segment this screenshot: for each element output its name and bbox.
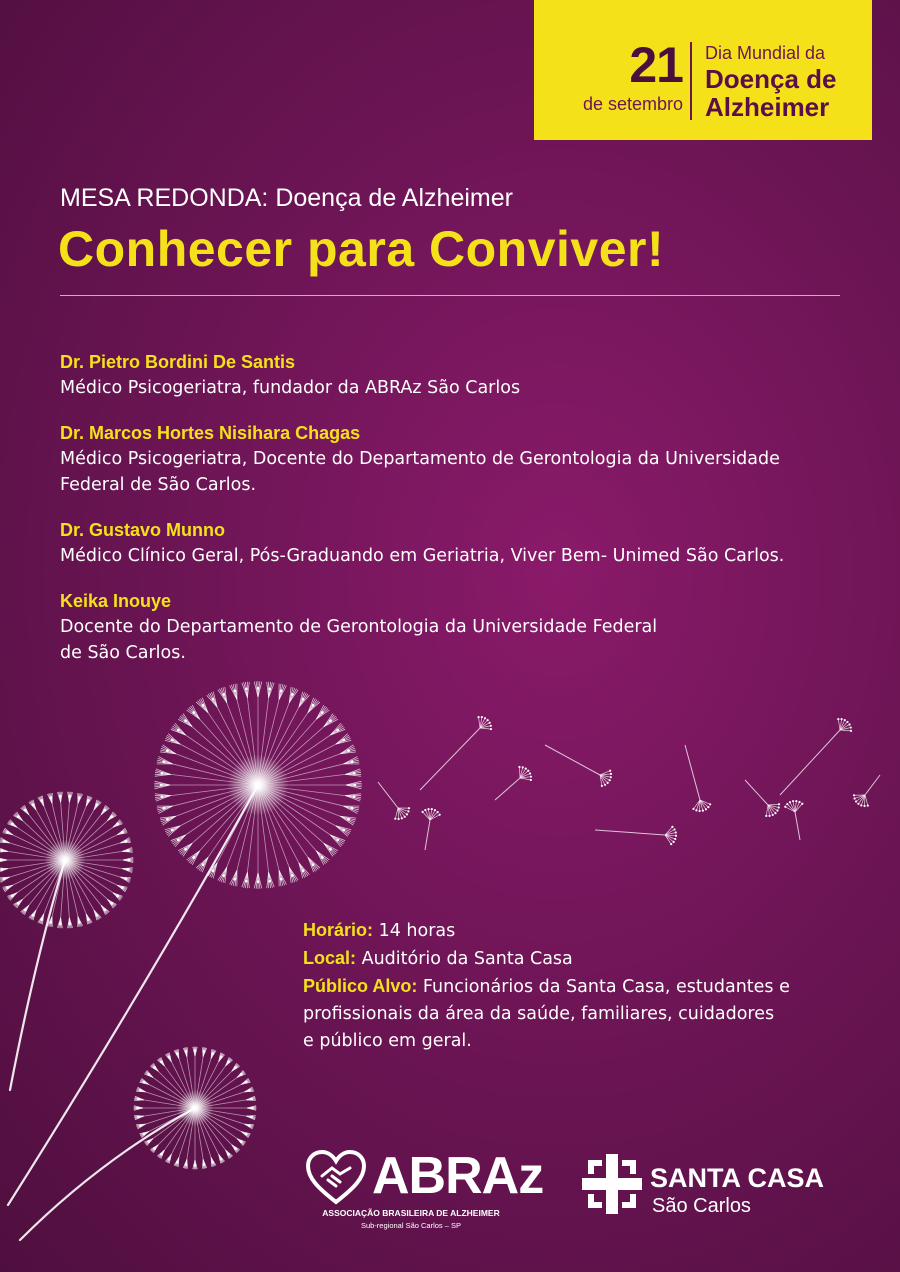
floating-seed [685,745,711,812]
dandelion-head [134,1047,257,1170]
audience-row [303,973,863,1001]
floating-seed [495,766,532,800]
speaker-description: Médico Clínico Geral, Pós-Graduando em Geriatria, Viver Bem- Unimed São Carlos. [60,546,785,566]
speaker-name: Dr. Marcos Hortes Nisihara Chagas [60,423,361,443]
speaker-item [60,420,880,498]
speakers-list [60,349,880,685]
floating-seed [422,808,441,850]
floating-seed [745,780,780,817]
speaker-item [60,517,880,569]
floating-seed [780,718,852,795]
abraz-heart-icon [306,1150,366,1206]
time-row [303,917,863,945]
event-name-line3: Alzheimer [705,92,830,122]
audience-value-cont: profissionais da área da saúde, familiares, cuidadores [303,1004,775,1024]
speaker-description: Docente do Departamento de Gerontologia da Universidade Federal [60,617,658,637]
audience-value: Funcionários da Santa Casa, estudantes e [422,977,790,997]
event-info [303,917,863,1055]
speaker-name: Dr. Pietro Bordini De Santis [60,352,296,372]
abraz-subregional: Sub-regional São Carlos – SP [360,1221,462,1230]
date-divider [690,42,692,120]
audience-value-cont: e público em geral. [303,1031,472,1051]
speaker-description: Federal de São Carlos. [60,475,257,495]
speaker-description: Médico Psicogeriatra, fundador da ABRAz São Carlos [60,378,521,398]
abraz-full-name: ASSOCIAÇÃO BRASILEIRA DE ALZHEIMER [322,1208,500,1218]
place-value: Auditório da Santa Casa [361,949,573,969]
floating-seed [595,826,677,845]
floating-seed [853,775,880,807]
event-name-line2: Doença de [705,64,837,94]
santa-casa-city: São Carlos [652,1195,751,1217]
audience-label: Público Alvo: [303,976,418,996]
place-row [303,945,863,973]
speaker-name: Keika Inouye [60,591,172,611]
speaker-item [60,588,880,666]
santa-casa-cross-icon [580,1152,644,1216]
date-month: de setembro [582,94,683,114]
dandelion-head [154,681,362,889]
speaker-name: Dr. Gustavo Munno [60,520,226,540]
event-subtitle: MESA REDONDA: Doença de Alzheimer [60,184,513,212]
speaker-description: Médico Psicogeriatra, Docente do Departamento de Gerontologia da Universidade [60,449,780,469]
floating-seed [378,782,410,820]
title-divider [60,295,840,296]
abraz-logo-text: ABRAz [372,1147,544,1205]
speaker-item [60,349,880,401]
time-value: 14 horas [378,921,456,941]
santa-casa-logo-text: SANTA CASA [650,1163,824,1193]
time-label: Horário: [303,920,374,940]
place-label: Local: [303,948,357,968]
floating-seed [784,800,803,840]
event-name-line1: Dia Mundial da [705,43,826,63]
event-title: Conhecer para Conviver! [58,221,665,277]
floating-seed [420,716,492,790]
dandelion-head [0,792,133,929]
floating-seed [545,745,612,787]
speaker-description: de São Carlos. [60,643,186,663]
date-day: 21 [629,37,683,93]
